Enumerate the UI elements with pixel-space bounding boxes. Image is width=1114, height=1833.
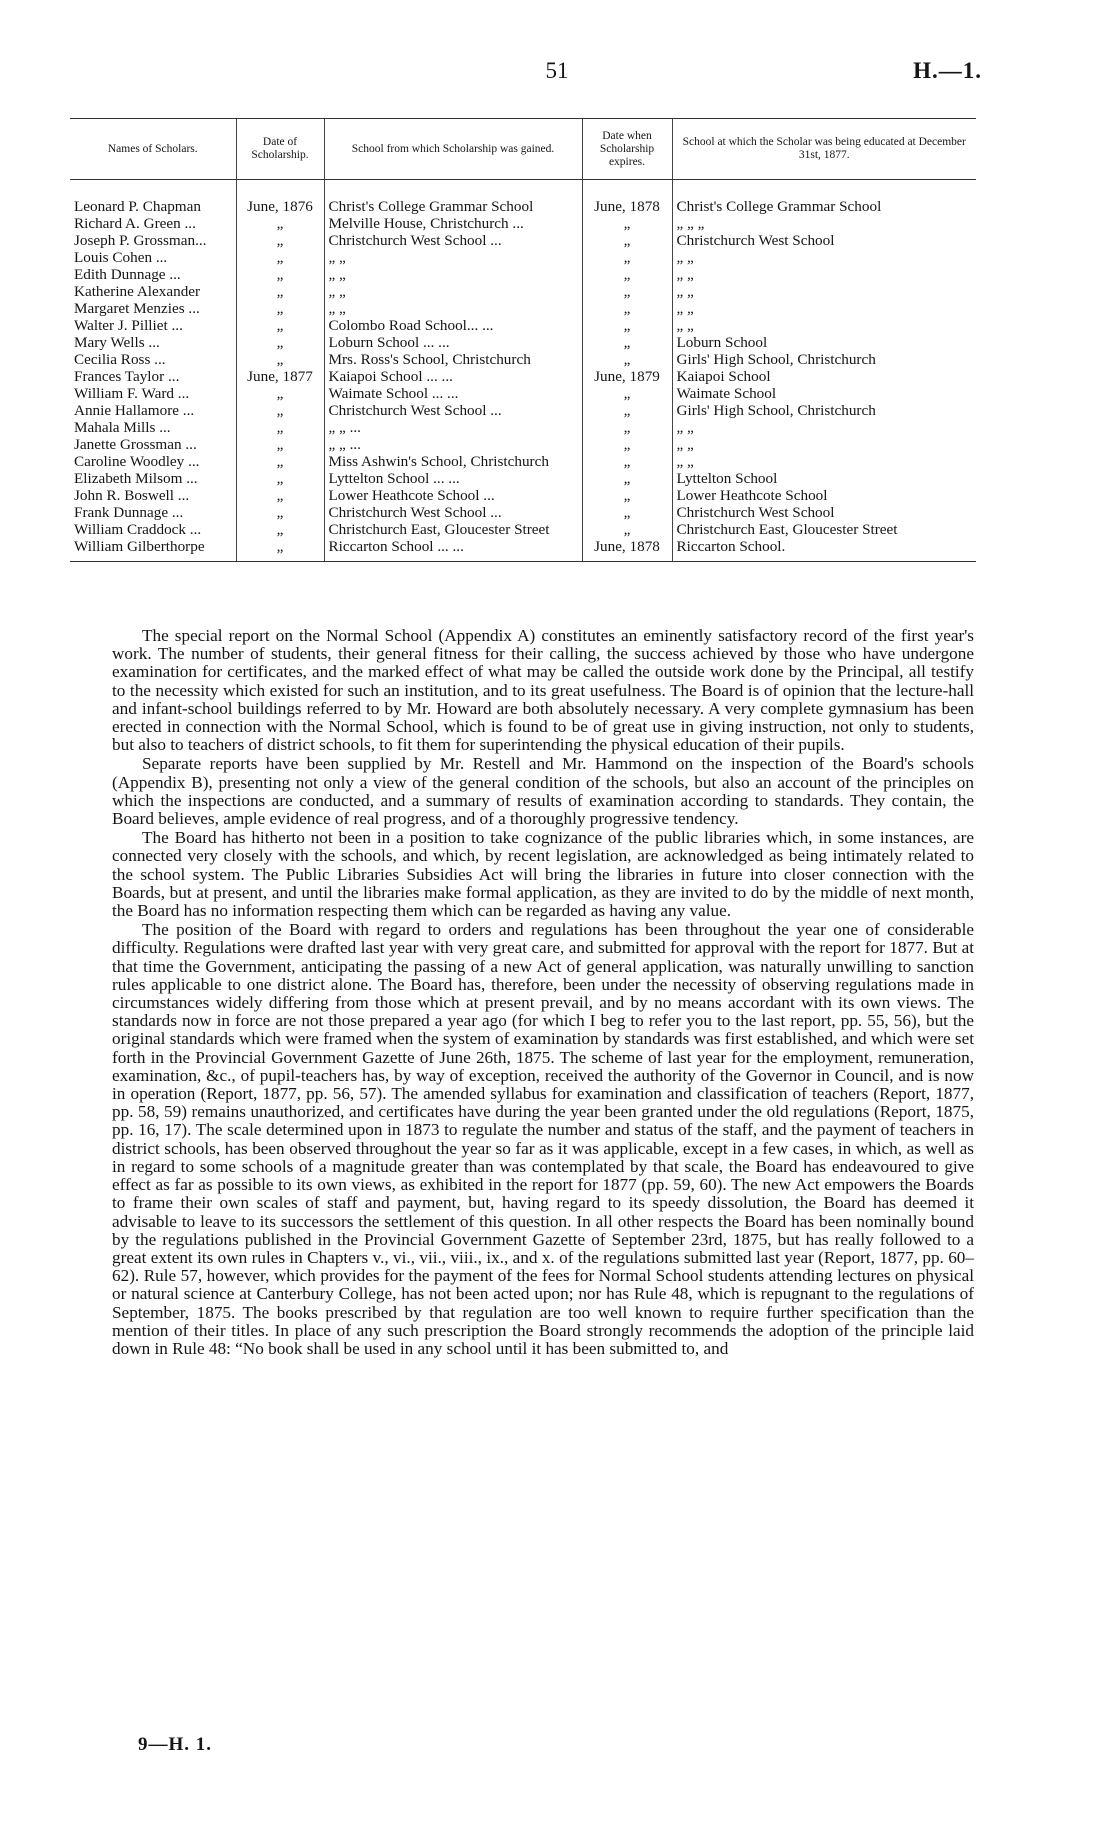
school-at-cell: Kaiapoi School [672,368,976,385]
table-header [70,119,976,180]
column-header-expires: Date when Scholarship expires. [582,119,672,180]
expiry-date-cell: June, 1878 [582,180,672,216]
scholarship-date-cell: „ [236,538,324,562]
column-header-names: Names of Scholars. [70,119,236,180]
school-from-cell: Riccarton School ... ... [324,538,582,562]
school-at-cell: Waimate School [672,385,976,402]
table-row [70,402,976,419]
school-from-cell: „ „ [324,266,582,283]
scholar-name-cell: Elizabeth Milsom ... [74,470,198,487]
scholarship-date-cell: „ [236,215,324,232]
scholar-name-cell: William Gilberthorpe [70,538,236,562]
school-from-cell: Christchurch West School ... [324,232,582,249]
scholar-name-cell: Leonard P. Chapman [74,198,201,215]
expiry-date-cell: „ [582,385,672,402]
expiry-date-cell: „ [582,470,672,487]
scholarship-date-cell: „ [236,266,324,283]
school-at-cell: „ „ [672,453,976,470]
expiry-date-cell: „ [582,266,672,283]
table-row [70,453,976,470]
scholarship-date-cell: „ [236,334,324,351]
scholar-name-cell: Mahala Mills ... [74,419,171,436]
school-at-cell: „ „ [672,249,976,266]
scholarship-date-cell: „ [236,385,324,402]
table-row [70,300,976,317]
school-at-cell: „ „ „ [672,215,976,232]
school-at-cell: Girls' High School, Christchurch [672,351,976,368]
table-row [70,419,976,436]
scholar-name-cell: Cecilia Ross ... [74,351,166,368]
school-from-cell: „ „ [324,249,582,266]
column-header-school-at: School at which the Scholar was being educated at December 31st, 1877. [672,119,976,180]
signature-code: 9—H. 1. [138,1734,213,1755]
table-row [70,487,976,504]
expiry-date-cell: „ [582,504,672,521]
body-paragraph: The Board has hitherto not been in a position to take cognizance of the public libraries which, in some instances, are connected very closely with the schools, and which, by recent legislation, are acknowledged as being intimately related to the school system. The Public Libraries Subsidies Act will bring the libraries in future into closer connection with the Boards, but at present, and until the libraries make formal application, as they are invited to do by the middle of next month, the Board has no information respecting them which can be regarded as having any value. [112,828,974,921]
school-from-cell: „ „ [324,300,582,317]
scholarship-date-cell: „ [236,453,324,470]
school-from-cell: Melville House, Christchurch ... [324,215,582,232]
table-row [70,283,976,300]
table-row [70,334,976,351]
expiry-date-cell: „ [582,487,672,504]
school-from-cell: „ „ ... [324,419,582,436]
table-body [70,180,976,562]
column-header-date: Date of Scholarship. [236,119,324,180]
expiry-date-cell: „ [582,521,672,538]
scholar-name-cell: Walter J. Pilliet ... [74,317,183,334]
school-from-cell: Lyttelton School ... ... [324,470,582,487]
table-row [70,385,976,402]
expiry-date-cell: „ [582,249,672,266]
expiry-date-cell: „ [582,232,672,249]
school-from-cell: Colombo Road School... ... [324,317,582,334]
scholar-name-cell: Louis Cohen ... [74,249,168,266]
page-number: 51 [545,58,569,83]
school-from-cell: „ „ ... [324,436,582,453]
school-at-cell: Christchurch West School [672,504,976,521]
scholar-name-cell: Frances Taylor ... [74,368,180,385]
scholar-name-cell: Margaret Menzies ... [74,300,200,317]
column-header-school-from: School from which Scholarship was gained. [324,119,582,180]
expiry-date-cell: „ [582,419,672,436]
school-at-cell: Christchurch East, Gloucester Street [672,521,976,538]
school-at-cell: Riccarton School. [672,538,976,562]
scholar-name-cell: Janette Grossman ... [74,436,197,453]
table-row [70,521,976,538]
scholarship-date-cell: „ [236,470,324,487]
scholar-name-cell: Edith Dunnage ... [74,266,181,283]
expiry-date-cell: June, 1878 [582,538,672,562]
body-paragraph: The position of the Board with regard to orders and regulations has been throughout the year one of considerable difficulty. Regulations were drafted last year with very great care, and submitted for approval with the report for 1877. But at that time the Government, anticipating the passing of a new Act of general application, was naturally unwilling to sanction rules applicable to one district alone. The Board has, therefore, been under the necessity of observing regulations made in circumstances widely differing from those which at present prevail, and by no means accordant with its own views. The standards now in force are not those prepared a year ago (for which I beg to refer you to the last report, pp. 55, 56), but the original standards which were framed when the system of examination by standards was first established, and which were set forth in the Provincial Government Gazette of June 26th, 1875. The scheme of last year for the employment, remuneration, examination, &c., of pupil-teachers has, by way of exception, received the authority of the Governor in Council, and is now in operation (Report, 1877, pp. 56, 57). The amended syllabus for examination and classification of teachers (Report, 1877, pp. 58, 59) remains unauthorized, and certificates have during the year been granted under the old regulations (Report, 1875, pp. 16, 17). The scale determined upon in 1873 to regulate the number and status of the staff, and the payment of teachers in district schools, has been observed throughout the year so far as it was applicable, except in a few cases, in which, as well as in regard to some schools of a magnitude greater than was contemplated by that scale, the Board has endeavoured to give effect as far as possible to its own views, as exhibited in the report for 1877 (pp. 59, 60). The new Act empowers the Boards to frame their own scales of staff and payment, but, having regard to its speedy dissolution, the Board has deemed it advisable to leave to its successors the settlement of this question. In all other respects the Board has been nominally bound by the regulations published in the Provincial Government Gazette of September 23rd, 1875, but has really followed to a great extent its own rules in Chapters v., vi., vii., viii., ix., and x. of the regulations submitted last year (Report, 1877, pp. 60–62). Rule 57, however, which provides for the payment of the fees for Normal School students attending lectures on physical or natural science at Canterbury College, has not been acted upon; nor has Rule 48, which is repugnant to the regulations of September, 1875. The books prescribed by that regulation are too well known to require further specification than the mention of their titles. In place of any such prescription the Board strongly recommends the adoption of the principle laid down in Rule 48: “No book shall be used in any school until it has been submitted to, and [112,920,974,1358]
table-row [70,351,976,368]
series-code: H.—1. [913,58,982,83]
body-paragraph: The special report on the Normal School (Appendix A) constitutes an eminently satisfactory record of the first year's work. The number of students, their general fitness for their calling, the success achieved by those who have undergone examination for certificates, and the marked effect of what may be called the outside work done by the Principal, all testify to the necessity which existed for such an institution, and to its great usefulness. The Board is of opinion that the lecture-hall and infant-school buildings referred to by Mr. Howard are both absolutely necessary. A very complete gymnasium has been erected in connection with the Normal School, which is found to be of great use in giving instruction, not only to students, but also to teachers of district schools, to fit them for superintending the physical education of their pupils. [112,626,974,755]
school-at-cell: „ „ [672,436,976,453]
school-from-cell: Lower Heathcote School ... [324,487,582,504]
school-at-cell: Loburn School [672,334,976,351]
scholar-name-cell: Frank Dunnage ... [74,504,184,521]
table-row [70,266,976,283]
expiry-date-cell: „ [582,300,672,317]
school-from-cell: Christchurch West School ... [324,504,582,521]
scholarship-date-cell: June, 1876 [236,180,324,216]
scholar-name-cell: Annie Hallamore ... [74,402,195,419]
table-row [70,249,976,266]
scholar-name-cell: Caroline Woodley ... [74,453,200,470]
scholarship-date-cell: „ [236,402,324,419]
school-at-cell: Christ's College Grammar School [672,180,976,216]
scholar-name-cell: Joseph P. Grossman... [74,232,207,249]
school-from-cell: Waimate School ... ... [324,385,582,402]
report-text [112,627,974,1358]
school-at-cell: „ „ [672,317,976,334]
table-row [70,436,976,453]
scholarship-table [70,118,976,562]
school-from-cell: Christchurch West School ... [324,402,582,419]
scholar-name-cell: Richard A. Green ... [74,215,196,232]
school-from-cell: Miss Ashwin's School, Christchurch [324,453,582,470]
scholarship-date-cell: „ [236,300,324,317]
table-row [70,368,976,385]
expiry-date-cell: „ [582,215,672,232]
scholarship-date-cell: „ [236,249,324,266]
school-at-cell: „ „ [672,419,976,436]
school-from-cell: Kaiapoi School ... ... [324,368,582,385]
school-at-cell: Lower Heathcote School [672,487,976,504]
school-at-cell: „ „ [672,283,976,300]
table-row [70,180,976,216]
expiry-date-cell: „ [582,436,672,453]
scholarship-date-cell: „ [236,436,324,453]
scholarship-date-cell: „ [236,487,324,504]
scholarship-date-cell: „ [236,419,324,436]
table-row [70,538,976,562]
table-row [70,215,976,232]
expiry-date-cell: „ [582,453,672,470]
school-at-cell: Lyttelton School [672,470,976,487]
school-from-cell: Christchurch East, Gloucester Street [324,521,582,538]
school-at-cell: „ „ [672,300,976,317]
expiry-date-cell: „ [582,317,672,334]
table-row [70,317,976,334]
scholarship-date-cell: „ [236,351,324,368]
expiry-date-cell: „ [582,402,672,419]
expiry-date-cell: June, 1879 [582,368,672,385]
school-from-cell: Mrs. Ross's School, Christchurch [324,351,582,368]
scholarship-date-cell: June, 1877 [236,368,324,385]
school-from-cell: „ „ [324,283,582,300]
school-at-cell: Christchurch West School [672,232,976,249]
table-row [70,232,976,249]
table-row [70,470,976,487]
page-header [0,54,1114,94]
school-at-cell: Girls' High School, Christchurch [672,402,976,419]
scholarship-date-cell: „ [236,317,324,334]
scholar-name-cell: William F. Ward ... [74,385,190,402]
expiry-date-cell: „ [582,283,672,300]
school-from-cell: Loburn School ... ... [324,334,582,351]
scholarship-date-cell: „ [236,283,324,300]
scholarship-date-cell: „ [236,232,324,249]
scholar-name-cell: Mary Wells ... [74,334,160,351]
school-from-cell: Christ's College Grammar School [324,180,582,216]
body-paragraph: Separate reports have been supplied by Mr. Restell and Mr. Hammond on the inspection of the Board's schools (Appendix B), presenting not only a view of the general condition of the schools, but also an account of the principles on which the inspections are conducted, and a summary of results of examination according to standards. They contain, the Board believes, ample evidence of real progress, and of a thoroughly progressive tendency. [112,754,974,829]
expiry-date-cell: „ [582,351,672,368]
scholarship-date-cell: „ [236,504,324,521]
scholar-name-cell: William Craddock ... [74,521,202,538]
table-row [70,504,976,521]
expiry-date-cell: „ [582,334,672,351]
scholar-name-cell: Katherine Alexander [74,283,201,300]
scholar-name-cell: John R. Boswell ... [74,487,190,504]
school-at-cell: „ „ [672,266,976,283]
scholarship-date-cell: „ [236,521,324,538]
